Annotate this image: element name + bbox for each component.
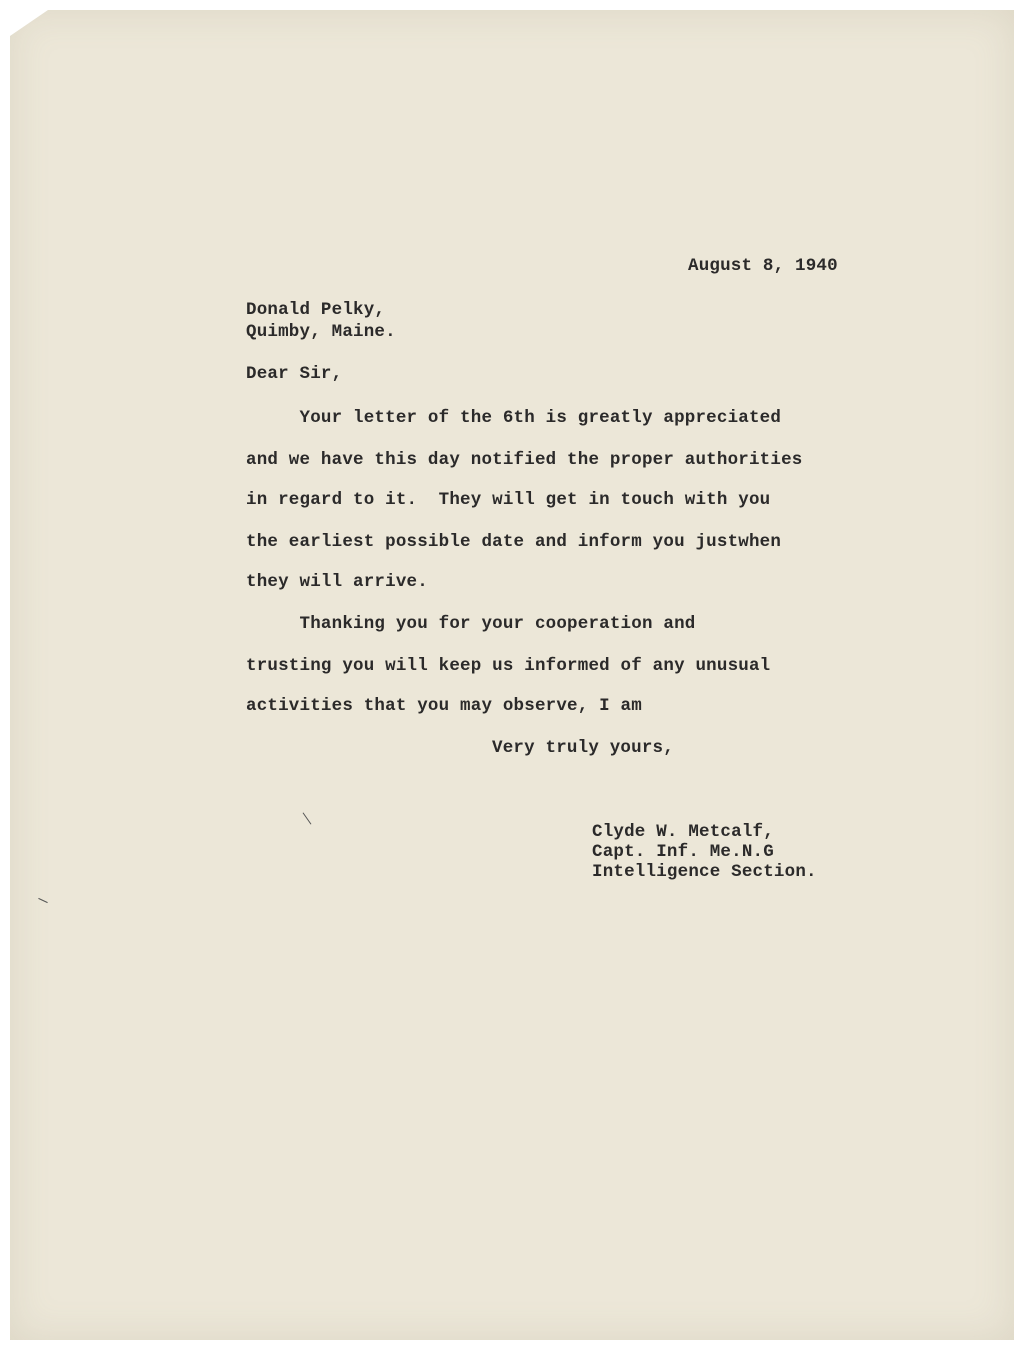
recipient-name: Donald Pelky,: [246, 300, 386, 320]
folded-corner: [10, 10, 48, 36]
body-line: in regard to it. They will get in touch with you: [246, 490, 771, 510]
body-line: they will arrive.: [246, 572, 428, 592]
closing: Very truly yours,: [492, 738, 674, 758]
body-line: Thanking you for your cooperation and: [246, 614, 696, 634]
stray-mark: [303, 812, 312, 824]
signature-unit: Intelligence Section.: [592, 862, 817, 882]
letter-page: [10, 10, 1014, 1340]
body-line: and we have this day notified the proper authorities: [246, 450, 803, 470]
body-line: activities that you may observe, I am: [246, 696, 642, 716]
salutation: Dear Sir,: [246, 364, 343, 384]
stray-mark: [38, 898, 47, 903]
body-line: the earliest possible date and inform you justwhen: [246, 532, 782, 552]
body-line: trusting you will keep us informed of any unusual: [246, 656, 771, 676]
signature-rank: Capt. Inf. Me.N.G: [592, 842, 774, 862]
letter-date: August 8, 1940: [688, 256, 838, 276]
recipient-location: Quimby, Maine.: [246, 322, 396, 342]
signature-name: Clyde W. Metcalf,: [592, 822, 774, 842]
body-line: Your letter of the 6th is greatly appreciated: [246, 408, 782, 428]
